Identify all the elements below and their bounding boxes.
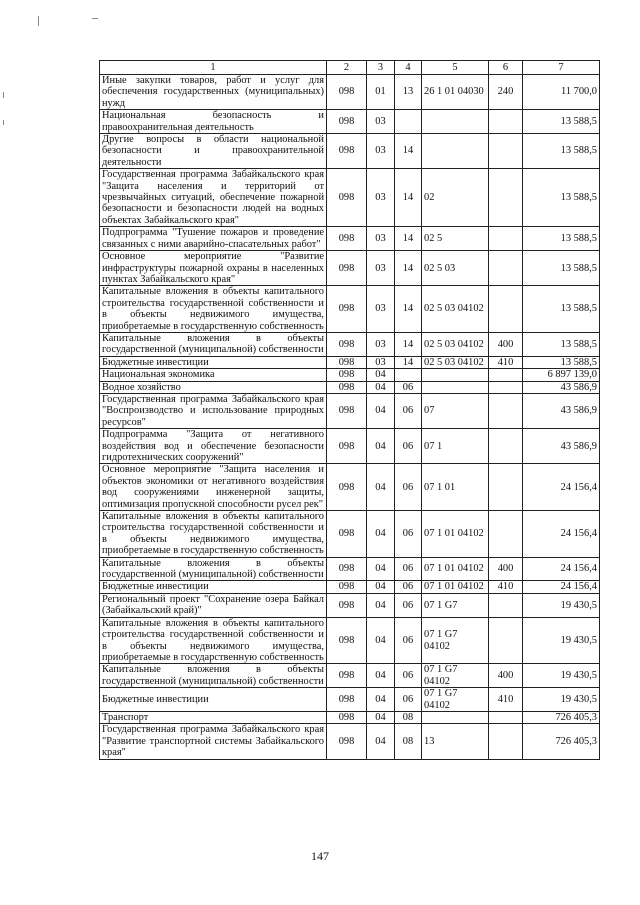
target-article-code: 07 [422,393,489,428]
section-code: 04 [367,511,395,558]
expense-type-code: 410 [489,356,523,368]
table-row [100,369,600,381]
column-header: 3 [367,61,395,75]
target-article-code: 02 5 03 04102 [422,356,489,368]
scan-mark [3,120,4,125]
target-article-code: 07 1 01 04102 [422,581,489,593]
amount: 19 430,5 [523,664,600,688]
subsection-code: 06 [395,688,422,712]
ministry-code: 098 [327,251,367,286]
expense-type-code [489,393,523,428]
column-header: 5 [422,61,489,75]
row-name: Основное мероприятие "Защита населения и объектов экономики от негативного воздействия вод сооружениями инженерной защиты, оптимизация пропускной способности русел рек" [100,464,327,511]
target-article-code: 07 1 [422,429,489,464]
amount: 6 897 139,0 [523,369,600,381]
target-article-code: 26 1 01 04030 [422,75,489,110]
subsection-code: 06 [395,511,422,558]
amount: 19 430,5 [523,617,600,664]
subsection-code: 06 [395,557,422,581]
amount: 24 156,4 [523,581,600,593]
subsection-code: 06 [395,393,422,428]
section-code: 04 [367,464,395,511]
section-code: 01 [367,75,395,110]
table-row [100,557,600,581]
target-article-code [422,369,489,381]
ministry-code: 098 [327,688,367,712]
table-row [100,227,600,251]
ministry-code: 098 [327,381,367,393]
section-code: 03 [367,286,395,333]
table-row [100,134,600,169]
row-name: Капитальные вложения в объекты государственной (муниципальной) собственности [100,557,327,581]
ministry-code: 098 [327,332,367,356]
amount: 24 156,4 [523,464,600,511]
table-row [100,724,600,759]
amount: 24 156,4 [523,511,600,558]
subsection-code: 08 [395,724,422,759]
row-name: Водное хозяйство [100,381,327,393]
ministry-code: 098 [327,557,367,581]
row-name: Капитальные вложения в объекты капитального строительства государственной собственности и в объекты недвижимого имущества, приобретаемые в государственную собственность [100,511,327,558]
table-row [100,429,600,464]
target-article-code [422,381,489,393]
expense-type-code [489,593,523,617]
expense-type-code [489,110,523,134]
ministry-code: 098 [327,617,367,664]
target-article-code: 07 1 G7 04102 [422,617,489,664]
ministry-code: 098 [327,169,367,227]
table-row [100,593,600,617]
table-row [100,356,600,368]
row-name: Государственная программа Забайкальского края "Воспроизводство и использование природных ресурсов" [100,393,327,428]
amount: 43 586,9 [523,393,600,428]
column-header: 4 [395,61,422,75]
amount: 43 586,9 [523,429,600,464]
target-article-code: 07 1 01 04102 [422,511,489,558]
expense-type-code [489,429,523,464]
amount: 13 588,5 [523,286,600,333]
target-article-code: 13 [422,724,489,759]
column-header: 1 [100,61,327,75]
expense-type-code: 410 [489,688,523,712]
ministry-code: 098 [327,227,367,251]
table-row [100,464,600,511]
subsection-code: 06 [395,464,422,511]
target-article-code: 07 1 G7 04102 [422,688,489,712]
row-name: Капитальные вложения в объекты государственной (муниципальной) собственности [100,664,327,688]
header-row [100,61,600,75]
amount: 24 156,4 [523,557,600,581]
expense-type-code [489,169,523,227]
section-code: 04 [367,617,395,664]
row-name: Капитальные вложения в объекты государственной (муниципальной) собственности [100,332,327,356]
ministry-code: 098 [327,593,367,617]
ministry-code: 098 [327,664,367,688]
row-name: Бюджетные инвестиции [100,581,327,593]
ministry-code: 098 [327,511,367,558]
subsection-code: 14 [395,356,422,368]
row-name: Национальная безопасность и правоохранительная деятельность [100,110,327,134]
ministry-code: 098 [327,75,367,110]
subsection-code: 14 [395,332,422,356]
target-article-code [422,711,489,723]
amount: 13 588,5 [523,332,600,356]
ministry-code: 098 [327,134,367,169]
subsection-code: 06 [395,617,422,664]
amount: 13 588,5 [523,227,600,251]
row-name: Транспорт [100,711,327,723]
ministry-code: 098 [327,429,367,464]
target-article-code [422,110,489,134]
expense-type-code: 400 [489,332,523,356]
scan-mark [92,18,98,19]
ministry-code: 098 [327,356,367,368]
table-row [100,688,600,712]
table-row [100,581,600,593]
expense-type-code [489,369,523,381]
section-code: 04 [367,724,395,759]
target-article-code: 02 5 03 04102 [422,332,489,356]
row-name: Региональный проект "Сохранение озера Байкал (Забайкальский край)" [100,593,327,617]
amount: 726 405,3 [523,711,600,723]
subsection-code: 14 [395,286,422,333]
expense-type-code [489,711,523,723]
table-row [100,511,600,558]
subsection-code: 14 [395,169,422,227]
scan-mark [3,92,4,98]
section-code: 04 [367,664,395,688]
row-name: Иные закупки товаров, работ и услуг для обеспечения государственных (муниципальных) нужд [100,75,327,110]
ministry-code: 098 [327,711,367,723]
expense-type-code [489,464,523,511]
table-row [100,381,600,393]
section-code: 03 [367,356,395,368]
subsection-code [395,110,422,134]
target-article-code: 07 1 01 04102 [422,557,489,581]
section-code: 04 [367,688,395,712]
expense-type-code [489,286,523,333]
column-header: 7 [523,61,600,75]
expense-type-code: 400 [489,557,523,581]
table-row [100,251,600,286]
subsection-code: 14 [395,134,422,169]
row-name: Подпрограмма "Защита от негативного воздействия вод и обеспечение безопасности гидротехнических сооружений" [100,429,327,464]
scan-mark [38,16,39,26]
section-code: 03 [367,251,395,286]
amount: 13 588,5 [523,110,600,134]
row-name: Капитальные вложения в объекты капитального строительства государственной собственности и в объекты недвижимого имущества, приобретаемые в государственную собственность [100,617,327,664]
expense-type-code [489,134,523,169]
table-row [100,169,600,227]
table-row [100,286,600,333]
table-row [100,332,600,356]
section-code: 04 [367,393,395,428]
table-row [100,110,600,134]
section-code: 04 [367,429,395,464]
section-code: 03 [367,110,395,134]
ministry-code: 098 [327,110,367,134]
subsection-code: 14 [395,227,422,251]
amount: 726 405,3 [523,724,600,759]
expense-type-code: 400 [489,664,523,688]
ministry-code: 098 [327,724,367,759]
target-article-code: 07 1 G7 04102 [422,664,489,688]
table-row [100,393,600,428]
ministry-code: 098 [327,393,367,428]
section-code: 04 [367,711,395,723]
target-article-code [422,134,489,169]
subsection-code: 06 [395,581,422,593]
expense-type-code: 410 [489,581,523,593]
row-name: Другие вопросы в области национальной безопасности и правоохранительной деятельности [100,134,327,169]
expense-type-code [489,381,523,393]
section-code: 04 [367,381,395,393]
section-code: 04 [367,593,395,617]
target-article-code: 07 1 G7 [422,593,489,617]
subsection-code: 13 [395,75,422,110]
subsection-code: 06 [395,381,422,393]
column-header: 6 [489,61,523,75]
row-name: Подпрограмма "Тушение пожаров и проведение связанных с ними аварийно-спасательных работ" [100,227,327,251]
table-row [100,75,600,110]
row-name: Государственная программа Забайкальского края "Развитие транспортной системы Забайкальского края" [100,724,327,759]
row-name: Государственная программа Забайкальского края "Защита населения и территорий от чрезвычайных ситуаций, обеспечение пожарной безопасности и безопасности людей на водных объектах Забайкальского края" [100,169,327,227]
page-number: 147 [311,849,329,863]
target-article-code: 07 1 01 [422,464,489,511]
row-name: Основное мероприятие "Развитие инфраструктуры пожарной охраны в населенных пунктах Забайкальского края" [100,251,327,286]
target-article-code: 02 5 [422,227,489,251]
ministry-code: 098 [327,464,367,511]
row-name: Бюджетные инвестиции [100,356,327,368]
subsection-code: 06 [395,593,422,617]
row-name: Национальная экономика [100,369,327,381]
amount: 13 588,5 [523,134,600,169]
section-code: 04 [367,557,395,581]
section-code: 03 [367,332,395,356]
subsection-code: 06 [395,664,422,688]
amount: 19 430,5 [523,593,600,617]
section-code: 03 [367,169,395,227]
section-code: 03 [367,134,395,169]
column-header: 2 [327,61,367,75]
ministry-code: 098 [327,369,367,381]
expense-type-code [489,511,523,558]
expense-type-code [489,617,523,664]
amount: 13 588,5 [523,251,600,286]
subsection-code: 06 [395,429,422,464]
amount: 43 586,9 [523,381,600,393]
expense-type-code: 240 [489,75,523,110]
expense-type-code [489,251,523,286]
subsection-code [395,369,422,381]
table-row [100,617,600,664]
amount: 11 700,0 [523,75,600,110]
target-article-code: 02 [422,169,489,227]
amount: 13 588,5 [523,169,600,227]
target-article-code: 02 5 03 [422,251,489,286]
target-article-code: 02 5 03 04102 [422,286,489,333]
row-name: Капитальные вложения в объекты капитального строительства государственной собственности и в объекты недвижимого имущества, приобретаемые в государственную собственность [100,286,327,333]
subsection-code: 08 [395,711,422,723]
section-code: 04 [367,581,395,593]
ministry-code: 098 [327,286,367,333]
subsection-code: 14 [395,251,422,286]
section-code: 03 [367,227,395,251]
table-row [100,664,600,688]
expense-type-code [489,227,523,251]
amount: 13 588,5 [523,356,600,368]
ministry-code: 098 [327,581,367,593]
amount: 19 430,5 [523,688,600,712]
section-code: 04 [367,369,395,381]
expense-type-code [489,724,523,759]
budget-table [99,60,600,760]
table-row [100,711,600,723]
row-name: Бюджетные инвестиции [100,688,327,712]
